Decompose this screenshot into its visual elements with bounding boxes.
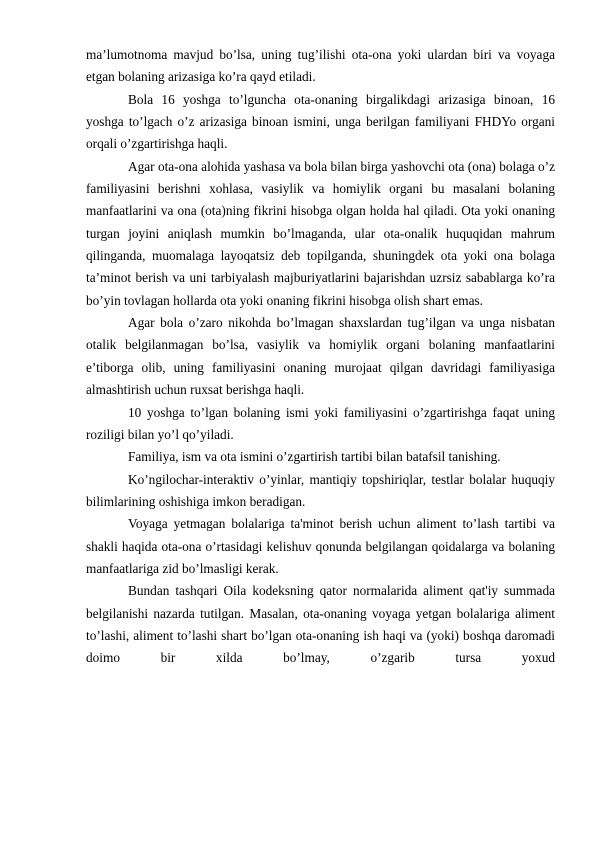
paragraph-age-ten-consent: 10 yoshga to’lgan bolaning ismi yoki familiyasini o’zgartirishga faqat uning roziligi bilan yo’l qo’yiladi.	[86, 404, 555, 442]
paragraph-separate-parents: Agar ota-ona alohida yashasa va bola bilan birga yashovchi ota (ona) bolaga o’z familiyasini berishni xohlasa, vasiylik va homiylik organi bu masalani bolaning manfaatlarini va ona (ota)ning fikrini hisobga olgan holda hal qiladi. Ota yoki onaning turgan joyini aniqlash mumkin bo’lmaganda, ular ota-onalik huquqidan mahrum qilinganda, muomalaga layoqatsiz deb topilganda, shuningdek ota yoki ona bolaga ta’minot berish va uni tarbiyalash majburiyatlarini bajarishdan uzrsiz sabablarga ko’ra bo’yin tovlagan hollarda ota yoki onaning fikrini hisobga olish shart emas.	[86, 158, 555, 308]
paragraph-alimony-agreement: Voyaga yetmagan bolalariga ta'minot berish uchun aliment to’lash tartibi va shakli haqida ota-ona o’rtasidagi kelishuv qonunda belgilangan qoidalarga va bolaning manfaatlariga zid bo’lmasligi kerak.	[86, 516, 555, 576]
document-page	[86, 44, 555, 670]
paragraph-procedure-note: Familiya, ism va ota ismini o’zgartirish tartibi bilan batafsil tanishing.	[128, 449, 501, 465]
paragraph-name-change-right: Bola 16 yoshga to’lguncha ota-onaning birgalikdagi arizasiga binoan, 16 yoshga to’lgach o’z arizasiga binoan ismini, unga berilgan familiyani FHDYo organi orqali o’zgartirishga haqli.	[86, 91, 555, 152]
paragraph-unmarried-parents: Agar bola o’zaro nikohda bo’lmagan shaxslardan tug’ilgan va unga nisbatan otalik belgilanmagan bo’lsa, vasiylik va homiylik organi bolaning manfaatlarini e’tiborga olib, uning familiyasini onaning murojaat qilgan davridagi familiyasiga almashtirish uchun ruxsat berishga haqli.	[86, 315, 555, 398]
paragraph-continuation: ma’lumotnoma mavjud bo’lsa, uning tug’ilishi ota-ona yoki ulardan biri va voyaga etgan bolaning arizasiga ko’ra qayd etiladi.	[86, 47, 555, 85]
paragraph-interactive-games: Ko’ngilochar-interaktiv o’yinlar, mantiqiy topshiriqlar, testlar bolalar huquqiy bilimlarining oshishiga imkon beradigan.	[86, 471, 555, 509]
paragraph-alimony-fixed-sum: Bundan tashqari Oila kodeksning qator normalarida aliment qat'iy summada belgilanishi nazarda tutilgan. Masalan, ota-onaning voyaga yetgan bolalariga aliment to’lashi, aliment to’lashi shart bo’lgan ota-onaning ish haqi va (yoki) boshqa daromadi doimo bir xilda bo’lmay, o’zgarib tursa yoxud	[86, 583, 555, 666]
